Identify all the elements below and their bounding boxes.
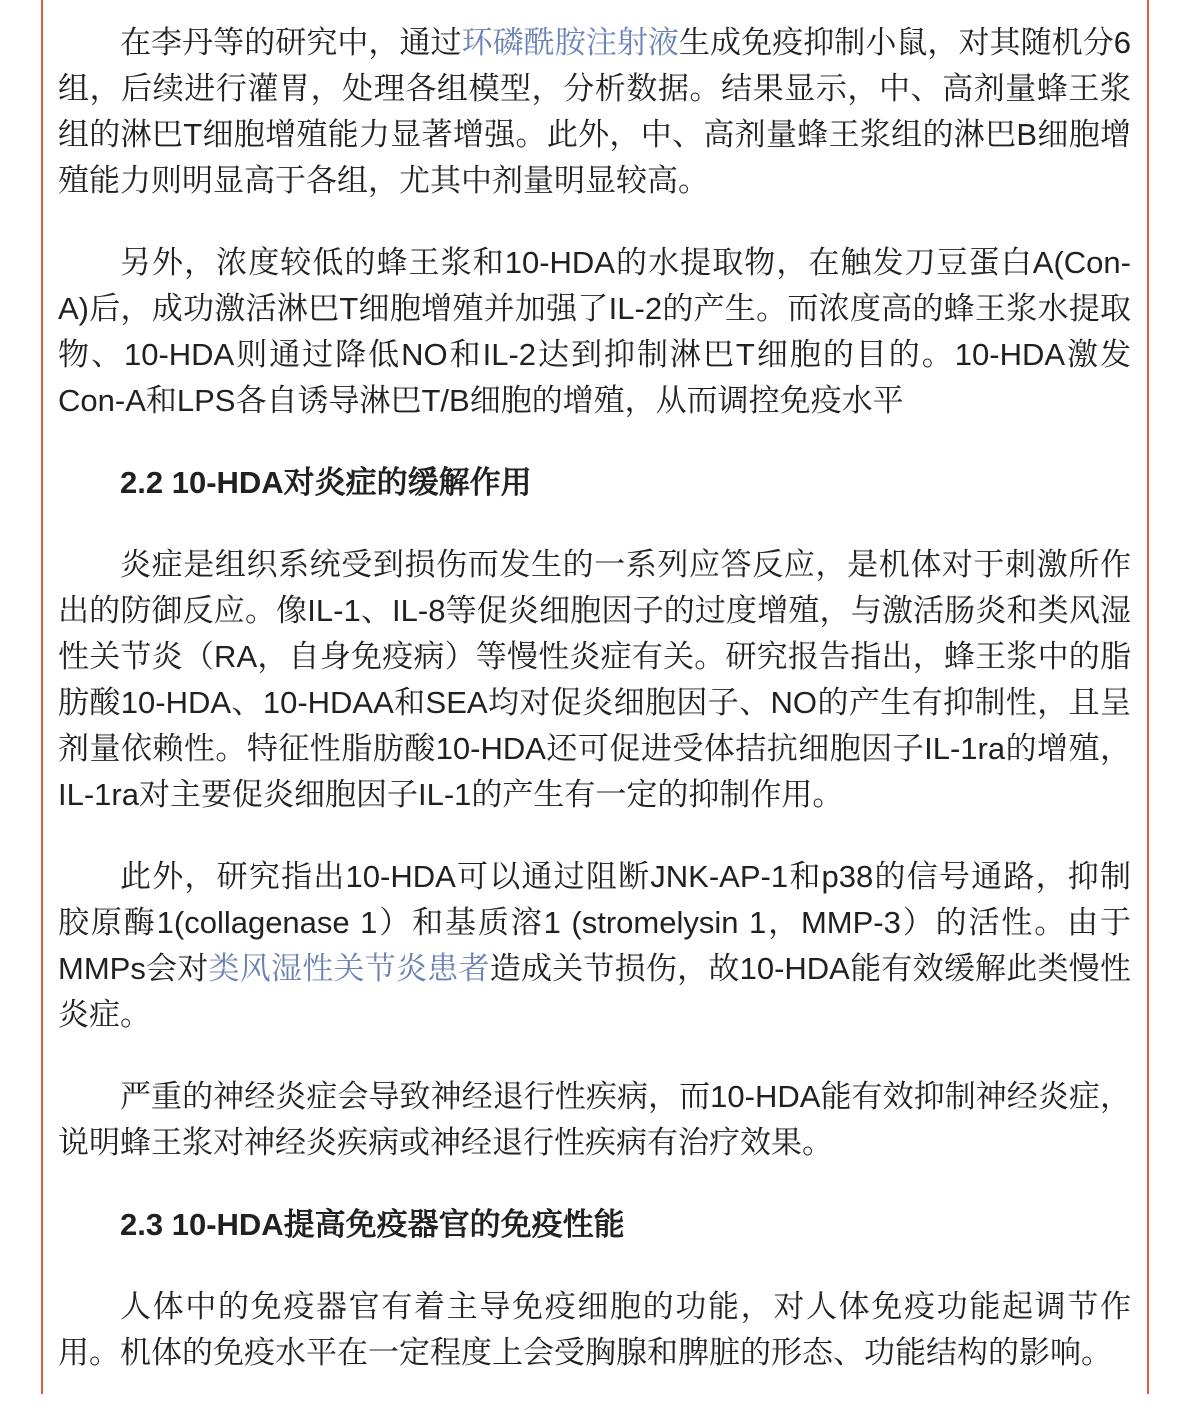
article-body bbox=[58, 20, 1131, 1412]
text-run: 严重的神经炎症会导致神经退行性疾病，而10-HDA能有效抑制神经炎症，说明蜂王浆对神经炎疾病或神经退行性疾病有治疗效果。 bbox=[58, 1079, 1131, 1160]
text-run: 2.2 10-HDA对炎症的缓解作用 bbox=[120, 465, 532, 500]
text-run: 人体中的免疫器官有着主导免疫细胞的功能，对人体免疫功能起调节作用。机体的免疫水平在一定程度上会受胸腺和脾脏的形态、功能结构的影响。 bbox=[58, 1289, 1131, 1370]
section-heading bbox=[58, 1202, 1131, 1248]
text-run: 此外，研究指出10-HDA可以通过阻断JNK-AP-1和p38的信号通路，抑制胶原酶1(collagenase 1）和基质溶1 (stromelysin 1，MMP-3）的活性。由于MMPs会对 bbox=[58, 859, 1131, 986]
text-run: 在李丹等的研究中，通过 bbox=[120, 25, 462, 60]
text-run: 炎症是组织系统受到损伤而发生的一系列应答反应，是机体对于刺激所作出的防御反应。像IL-1、IL-8等促炎细胞因子的过度增殖，与激活肠炎和类风湿性关节炎（RA，自身免疫病）等慢性炎症有关。研究报告指出，蜂王浆中的脂肪酸10-HDA、10-HDAA和SEA均对促炎细胞因子、NO的产生有抑制性，且呈剂量依赖性。特征性脂肪酸10-HDA还可促进受体拮抗细胞因子IL-1ra的增殖，IL-1ra对主要促炎细胞因子IL-1的产生有一定的抑制作用。 bbox=[58, 547, 1131, 812]
paragraph bbox=[58, 1074, 1131, 1166]
text-run: 2.3 10-HDA提高免疫器官的免疫性能 bbox=[120, 1207, 625, 1242]
paragraph bbox=[58, 1284, 1131, 1376]
paragraph bbox=[58, 240, 1131, 424]
inline-link[interactable]: 类风湿性关节炎患者 bbox=[208, 951, 490, 986]
section-heading bbox=[58, 460, 1131, 506]
paragraph bbox=[58, 20, 1131, 204]
page-border-left-rule bbox=[41, 0, 43, 1394]
inline-link[interactable]: 环磷酰胺注射液 bbox=[461, 25, 679, 60]
paragraph bbox=[58, 542, 1131, 818]
paragraph bbox=[58, 854, 1131, 1038]
page-border-right-rule bbox=[1147, 0, 1149, 1394]
text-run: 生成免疫抑制小鼠，对其随机分6组，后续进行灌胃，处理各组模型，分析数据。结果显示，中、高剂量蜂王浆组的淋巴T细胞增殖能力显著增强。此外，中、高剂量蜂王浆组的淋巴B细胞增殖能力则明显高于各组，尤其中剂量明显较高。 bbox=[58, 25, 1132, 198]
text-run: 造成关节损伤，故10-HDA能有效缓解此类慢性炎症。 bbox=[58, 951, 1132, 1032]
text-run: 另外，浓度较低的蜂王浆和10-HDA的水提取物，在触发刀豆蛋白A(Con-A)后，成功激活淋巴T细胞增殖并加强了IL-2的产生。而浓度高的蜂王浆水提取物、10-HDA则通过降低NO和IL-2达到抑制淋巴T细胞的目的。10-HDA激发Con-A和LPS各自诱导淋巴T/B细胞的增殖，从而调控免疫水平 bbox=[58, 245, 1131, 418]
